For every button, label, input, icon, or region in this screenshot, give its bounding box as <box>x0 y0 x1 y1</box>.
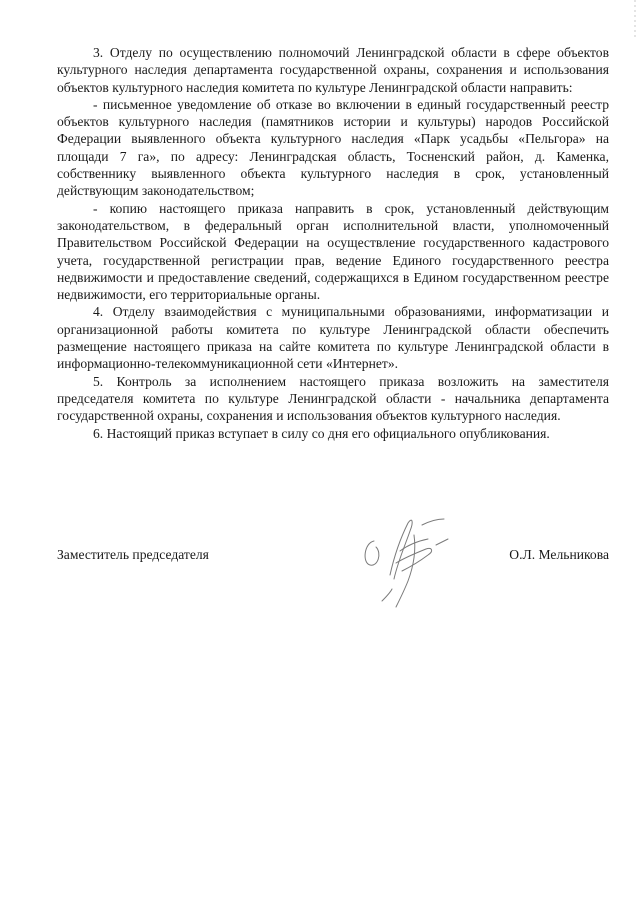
paragraph-3: 3. Отделу по осуществлению полномочий Ленинградской области в сфере объектов культурного наследия департамента государственной охраны, сохранения и использования объектов культурного наследия комитета по культуре Ленинградской области направить: <box>57 45 609 95</box>
paragraph-4: 4. Отделу взаимодействия с муниципальными образованиями, информатизации и организационной работы комитета по культуре Ленинградской области обеспечить размещение настоящего приказа на сайте комитета по культуре Ленинградской области в информационно-телекоммуникационной сети «Интернет». <box>57 304 609 372</box>
signature-block <box>57 546 609 568</box>
signatory-title: Заместитель председателя <box>57 547 209 562</box>
paragraph-3-item-1: - письменное уведомление об отказе во включении в единый государственный реестр объектов культурного наследия (памятников истории и культуры) народов Российской Федерации выявленного объекта культурного наследия «Парк усадьбы «Пельгора» на площади 7 га», по адресу: Ленинградская область, Тосненский район, д. Каменка, собственнику выявленного объекта культурного наследия в срок, установленный действующим законодательством; <box>57 96 609 199</box>
scan-edge-mark <box>634 0 636 40</box>
signatory-name: О.Л. Мельникова <box>509 547 609 562</box>
handwritten-signature <box>352 505 462 615</box>
paragraph-6: 6. Настоящий приказ вступает в силу со дня его официального опубликования. <box>93 425 550 441</box>
order-body <box>57 44 609 442</box>
paragraph-3-item-2: - копию настоящего приказа направить в срок, установленный действующим законодательством, в федеральный орган исполнительной власти, уполномоченный Правительством Российской Федерации на осуществление государственного кадастрового учета, государственной регистрации прав, ведение Единого государственного реестра недвижимости и предоставление сведений, содержащихся в Едином государственном реестре недвижимости, его территориальные органы. <box>57 200 609 303</box>
paragraph-5: 5. Контроль за исполнением настоящего приказа возложить на заместителя председателя комитета по культуре Ленинградской области - начальника департамента государственной охраны, сохранения и использования объектов культурного наследия. <box>57 373 609 424</box>
